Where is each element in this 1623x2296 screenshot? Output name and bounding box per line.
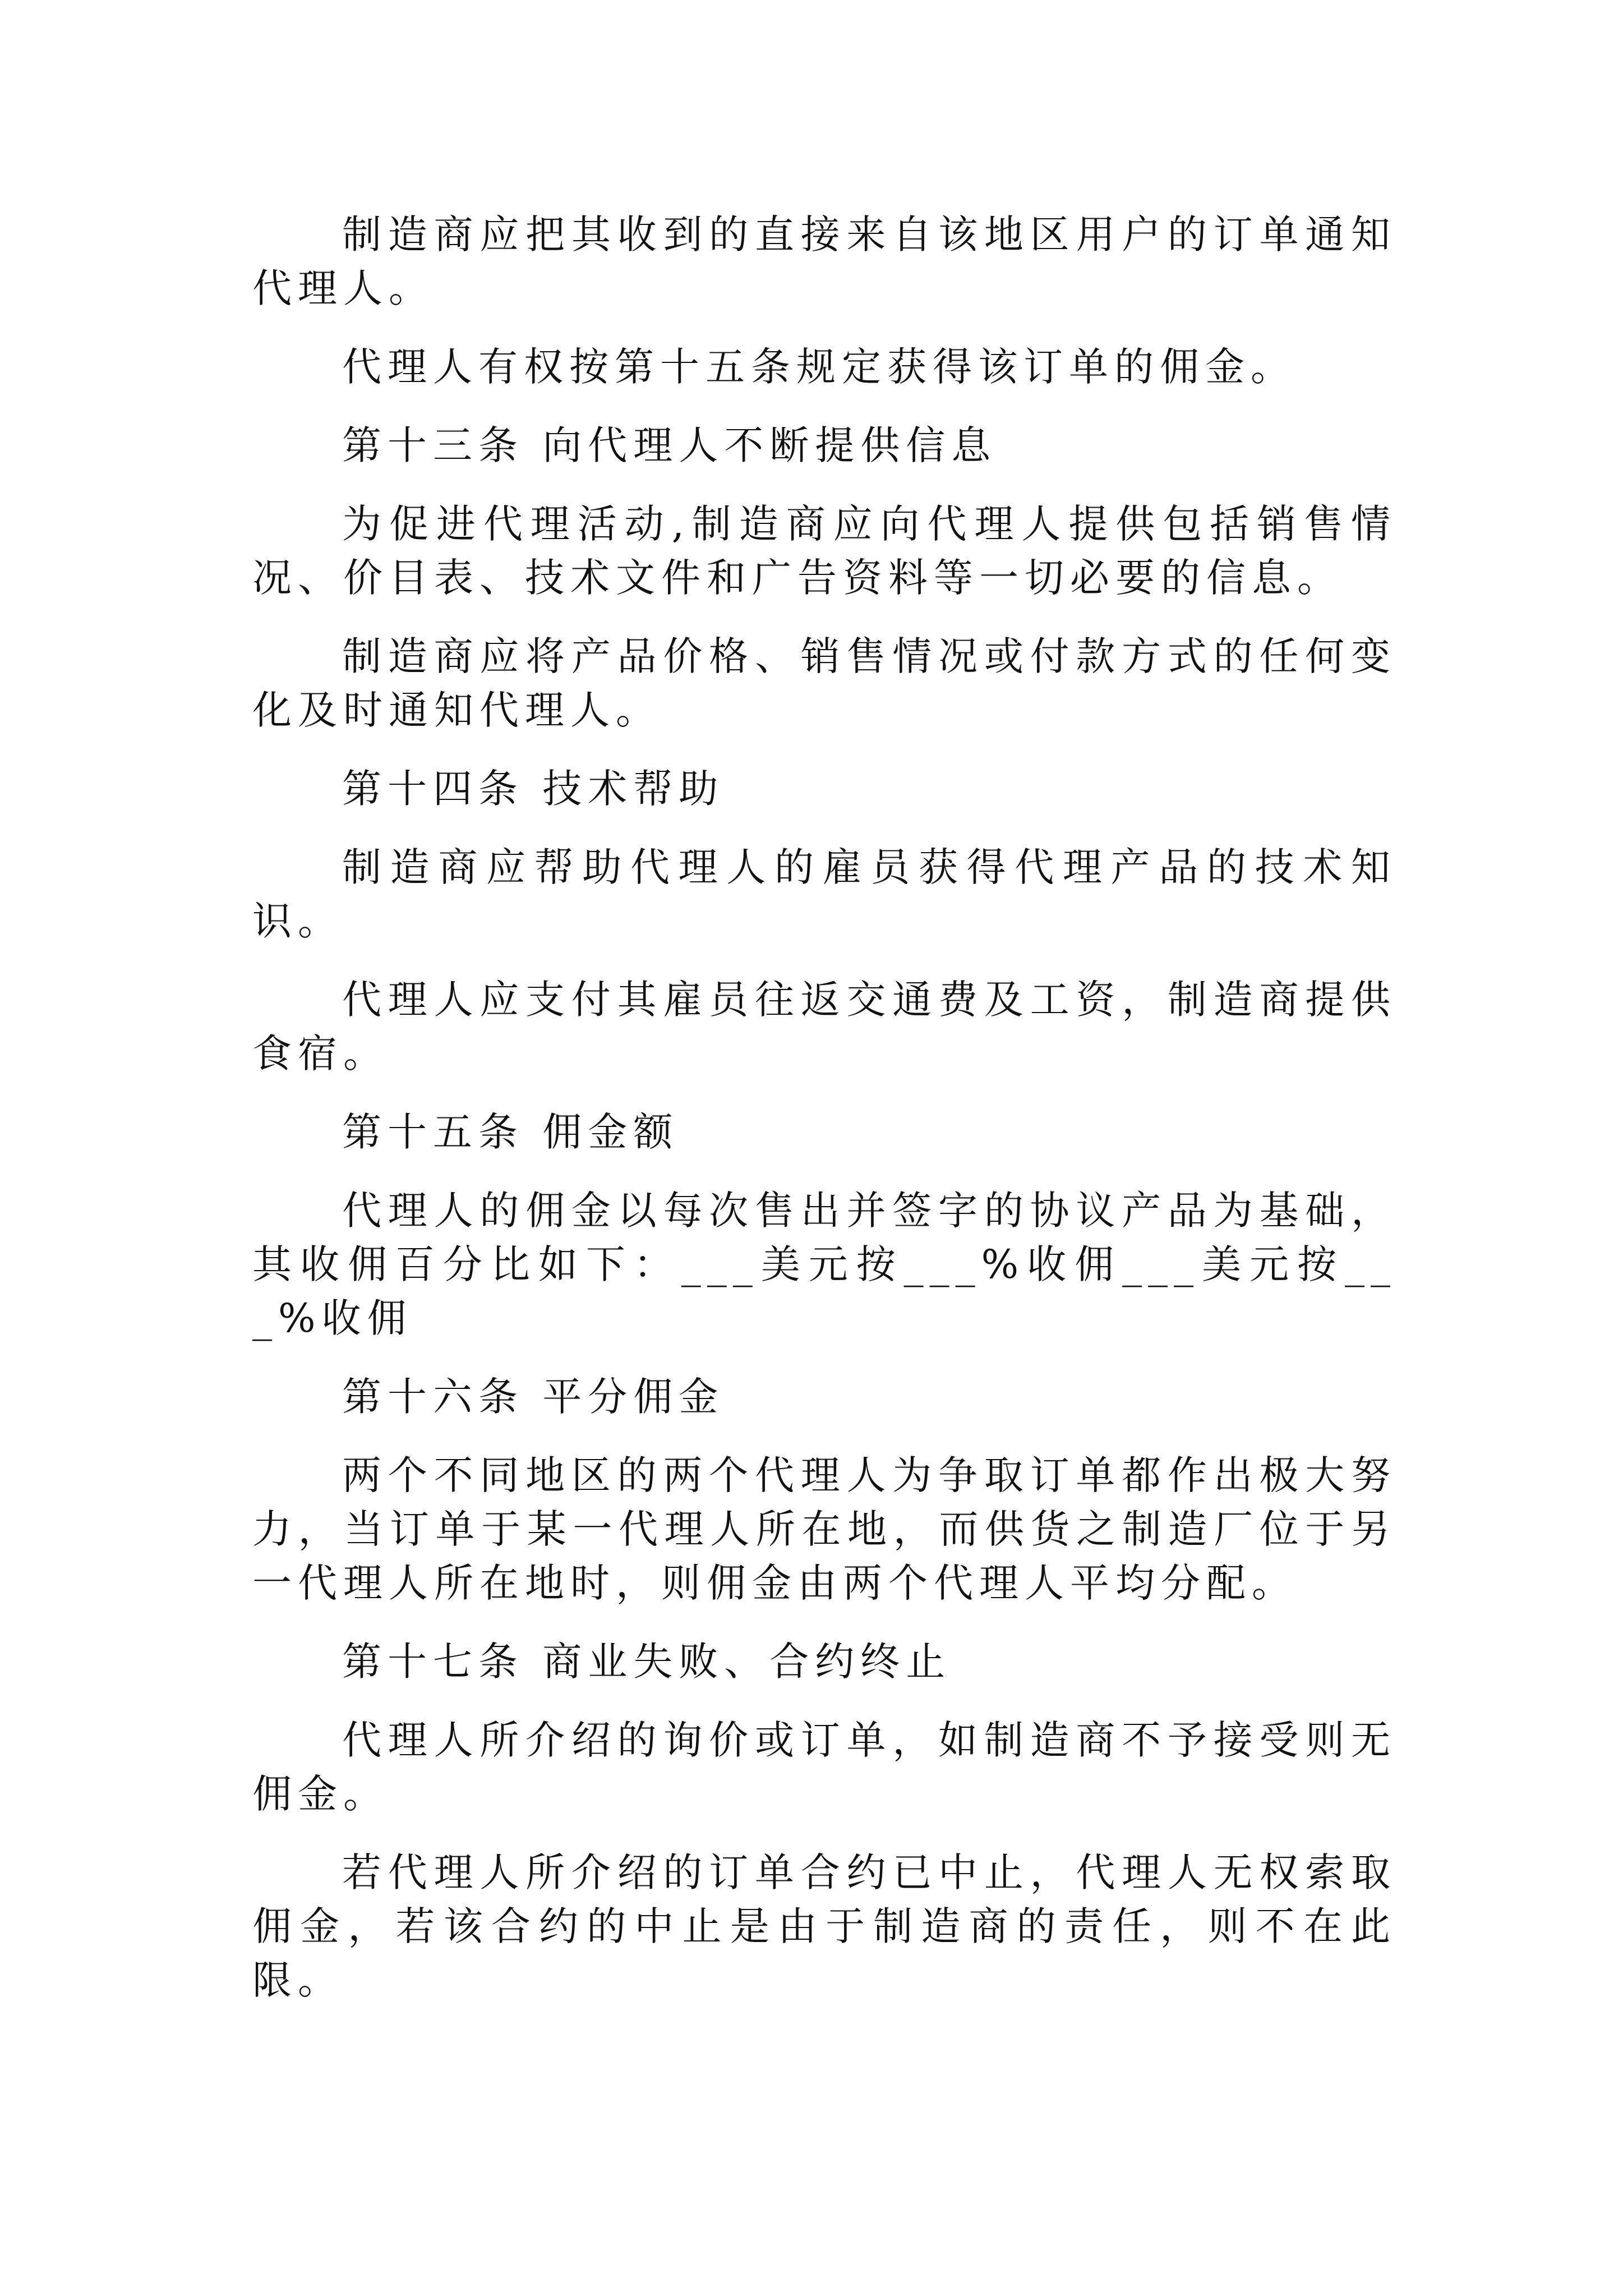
article-16-heading: 第十六条 平分佣金 (342, 1374, 725, 1420)
article-15-heading: 第十五条 佣金额 (342, 1109, 679, 1155)
document-body (252, 208, 1396, 2032)
paragraph-change-notice: 制造商应将产品价格、销售情况或付款方式的任何变化及时通知代理人。 (252, 633, 1396, 733)
paragraph-travel-costs: 代理人应支付其雇员往返交通费及工资，制造商提供食宿。 (252, 977, 1396, 1076)
paragraph-no-commission: 代理人所介绍的询价或订单，如制造商不予接受则无佣金。 (252, 1717, 1396, 1817)
article-14-heading: 第十四条 技术帮助 (342, 766, 725, 812)
paragraph-split-commission: 两个不同地区的两个代理人为争取订单都作出极大努力，当订单于某一代理人所在地，而供货之制造厂位于另一代理人所在地时，则佣金由两个代理人平均分配。 (252, 1452, 1396, 1606)
article-13-heading: 第十三条 向代理人不断提供信息 (342, 422, 997, 468)
paragraph-info-provision: 为促进代理活动,制造商应向代理人提供包括销售情况、价目表、技术文件和广告资料等一切必要的信息。 (252, 501, 1396, 601)
paragraph-tech-knowledge: 制造商应帮助代理人的雇员获得代理产品的技术知识。 (252, 844, 1396, 944)
article-17-heading: 第十七条 商业失败、合约终止 (342, 1639, 952, 1685)
paragraph-commission-rate: 代理人的佣金以每次售出并签字的协议产品为基础，其收佣百分比如下：___美元按___%收佣___美元按___%收佣 (252, 1188, 1396, 1341)
paragraph-contract-terminated: 若代理人所介绍的订单合约已中止，代理人无权索取佣金，若该合约的中止是由于制造商的责任，则不在此限。 (252, 1849, 1396, 2003)
paragraph-commission-right: 代理人有权按第十五条规定获得该订单的佣金。 (342, 344, 1296, 390)
paragraph-order-notice: 制造商应把其收到的直接来自该地区用户的订单通知代理人。 (252, 211, 1396, 311)
